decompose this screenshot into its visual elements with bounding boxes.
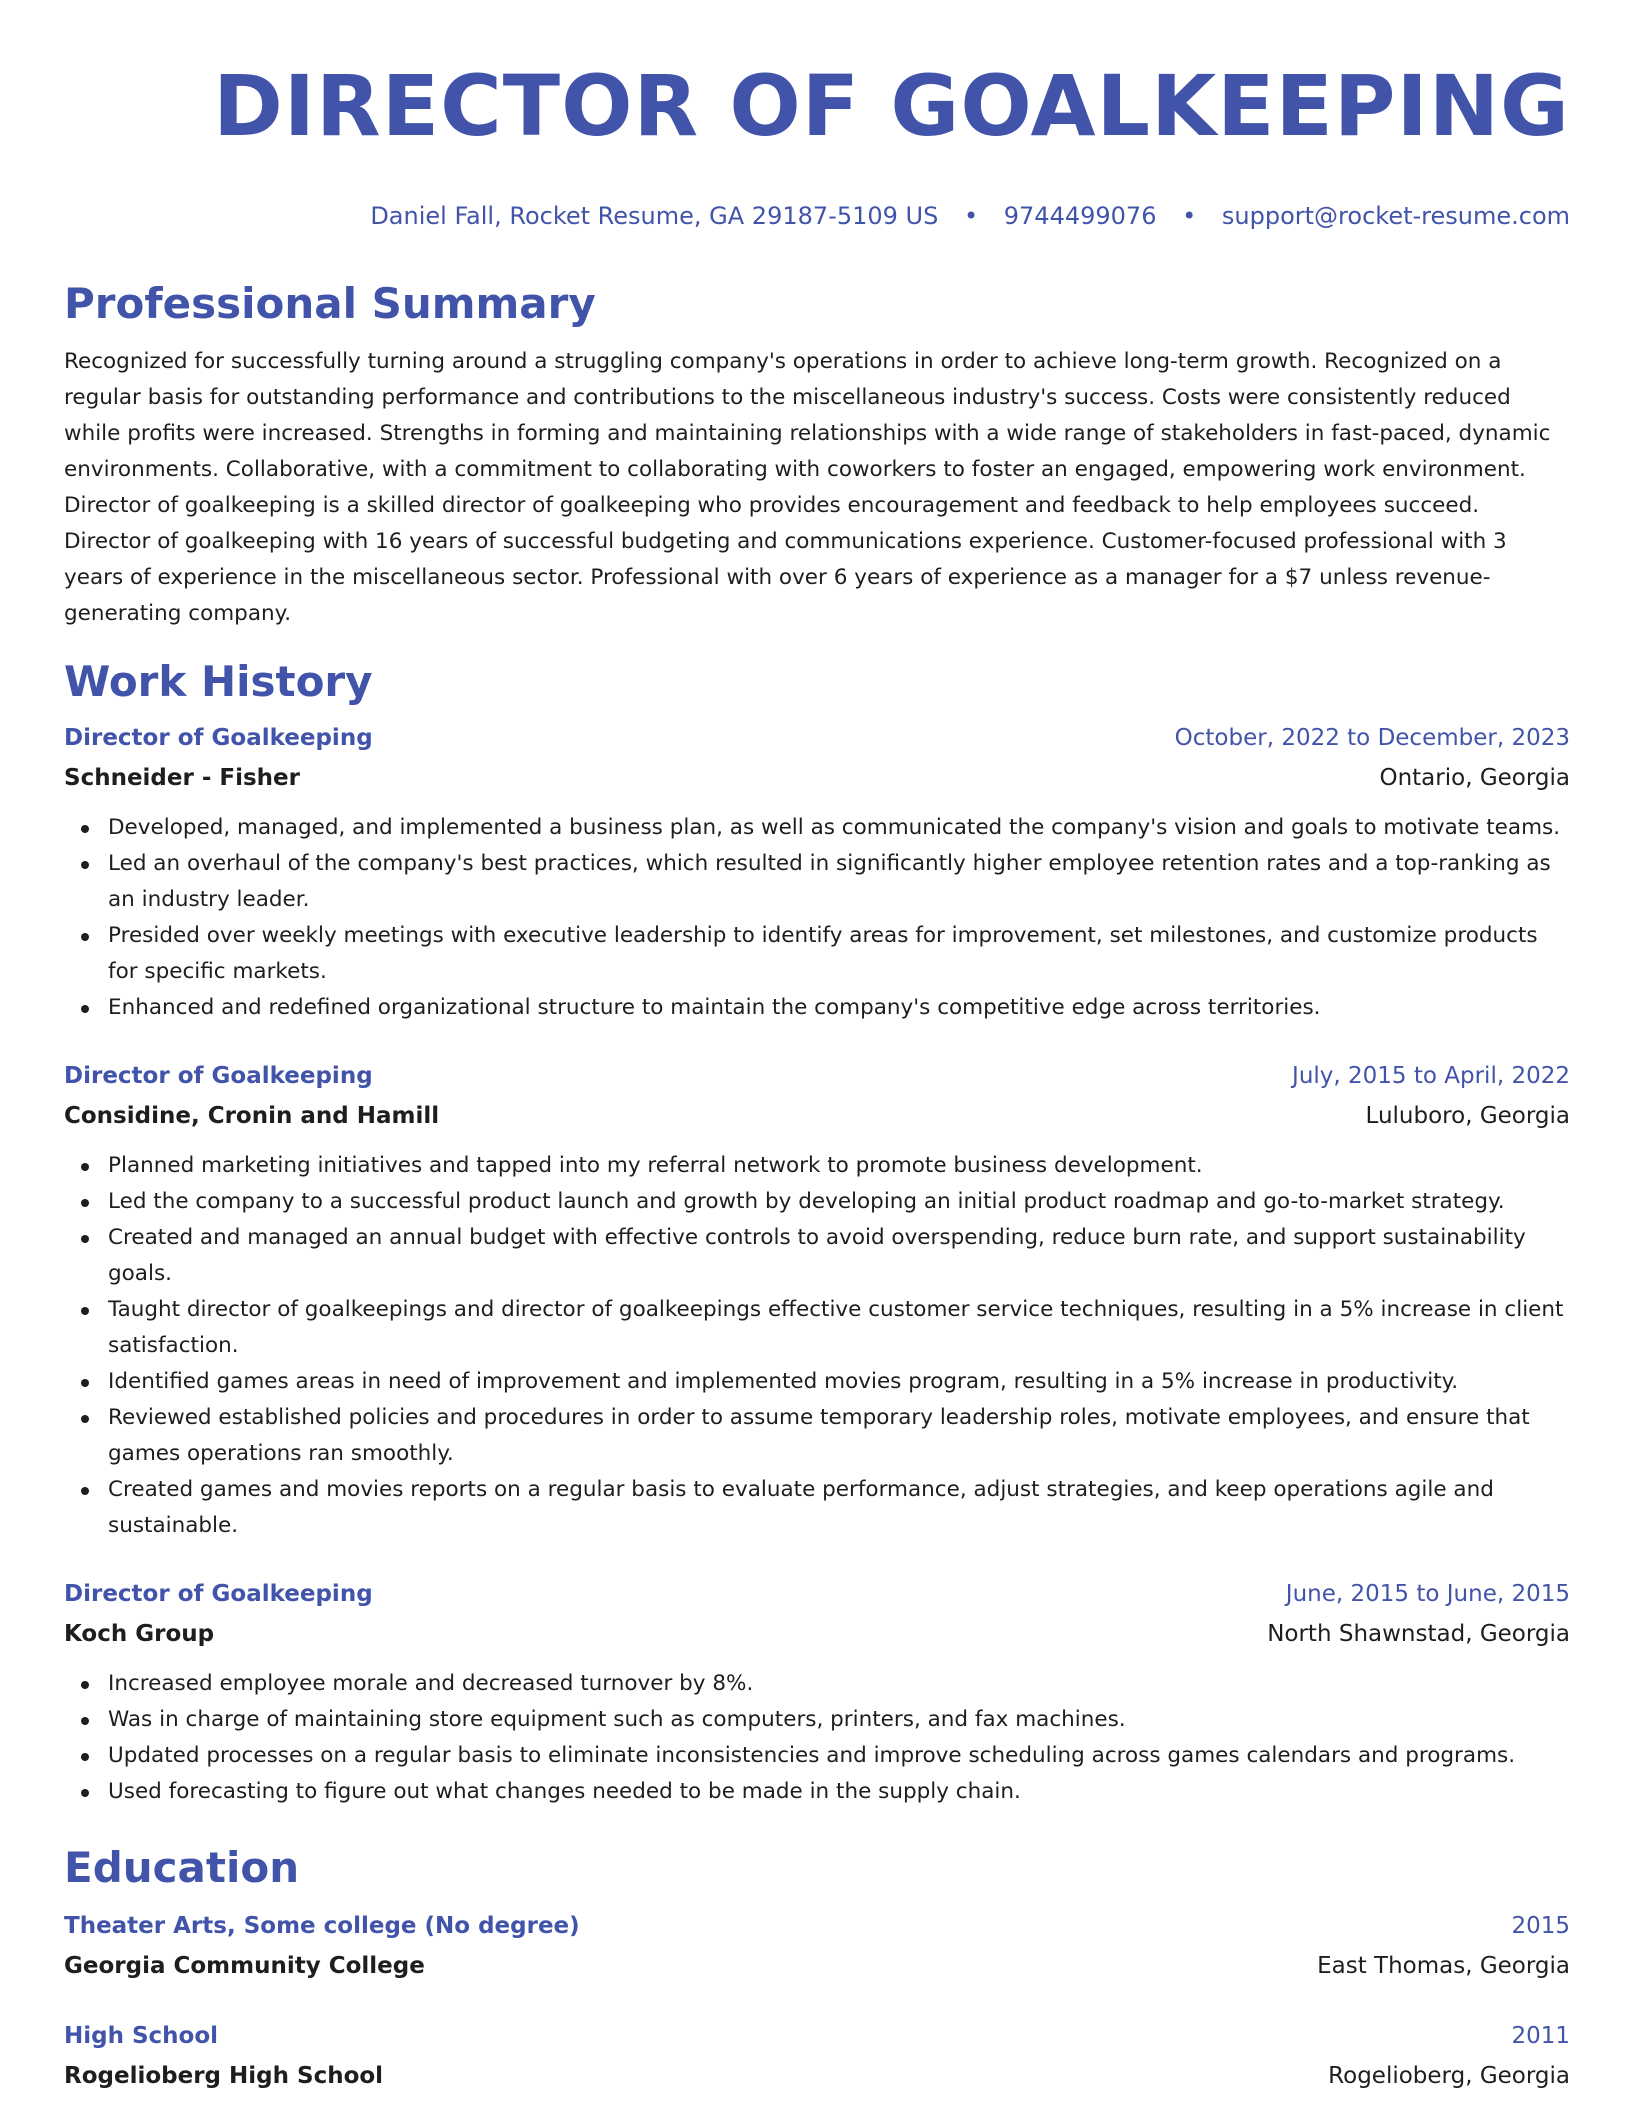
graduation-year: 2015 [1511,1913,1570,1939]
job-list [64,718,1570,1810]
job-bullet: Identified games areas in need of improvement and implemented movies program, resulting in a 5% increase in productivity. [64,1364,1570,1400]
education-header-row [64,1906,1570,1946]
job-company-row [64,758,1570,798]
school-location: East Thomas, Georgia [1317,1953,1570,1979]
summary-section [64,276,1570,632]
job-location: North Shawnstad, Georgia [1267,1621,1570,1647]
graduation-year: 2011 [1511,2023,1570,2049]
job-company-row [64,1096,1570,1136]
contact-email: support@rocket-resume.com [1221,202,1570,230]
job-bullet: Updated processes on a regular basis to eliminate inconsistencies and improve scheduling across games calendars and programs. [64,1738,1570,1774]
contact-phone: 9744499076 [1003,202,1157,230]
summary-heading: Professional Summary [64,279,596,328]
job-title: Director of Goalkeeping [64,1063,373,1089]
work-history-heading: Work History [64,657,373,706]
degree: Theater Arts, Some college (No degree) [64,1913,580,1939]
job-header-row [64,1574,1570,1614]
job-header-row [64,718,1570,758]
job-bullet: Reviewed established policies and procedures in order to assume temporary leadership roles, motivate employees, and ensure that games operations ran smoothly. [64,1400,1570,1472]
job-header-row [64,1056,1570,1096]
job-bullet: Presided over weekly meetings with executive leadership to identify areas for improvement, set milestones, and customize products for specific markets. [64,918,1570,990]
education-school-row [64,2056,1570,2096]
school-name: Georgia Community College [64,1953,425,1979]
job-bullet: Increased employee morale and decreased turnover by 8%. [64,1666,1570,1702]
education-entry [64,1906,1570,1986]
company-name: Schneider - Fisher [64,765,300,791]
job-location: Luluboro, Georgia [1365,1103,1570,1129]
job-bullet: Led the company to a successful product launch and growth by developing an initial product roadmap and go-to-market strategy. [64,1184,1570,1220]
job-dates: June, 2015 to June, 2015 [1285,1581,1570,1607]
education-heading: Education [64,1843,300,1892]
job-entry [64,1574,1570,1810]
job-bullet: Used forecasting to figure out what changes needed to be made in the supply chain. [64,1774,1570,1810]
contact-separator: • [1182,202,1197,230]
job-entry [64,718,1570,1026]
company-name: Koch Group [64,1621,215,1647]
school-name: Rogelioberg High School [64,2063,384,2089]
job-bullet: Developed, managed, and implemented a business plan, as well as communicated the company's vision and goals to motivate teams. [64,810,1570,846]
resume-title: DIRECTOR OF GOALKEEPING [213,57,1570,155]
contact-line [64,200,1570,232]
job-bullet: Was in charge of maintaining store equipment such as computers, printers, and fax machines. [64,1702,1570,1738]
contact-separator: • [963,202,979,230]
education-header-row [64,2016,1570,2056]
job-bullets [64,810,1570,1026]
education-entry [64,2016,1570,2096]
contact-address: Daniel Fall, Rocket Resume, GA 29187-5109 US [370,202,939,230]
summary-text: Recognized for successfully turning around a struggling company's operations in order to achieve long-term growth. Recognized on a regular basis for outstanding performance and contributions to the miscellaneous industry's success. Costs were consistently reduced while profits were increased. Strengths in forming and maintaining relationships with a wide range of stakeholders in fast-paced, dynamic environments. Collaborative, with a commitment to collaborating with coworkers to foster an engaged, empowering work environment. Director of goalkeeping is a skilled director of goalkeeping who provides encouragement and feedback to help employees succeed. Director of goalkeeping with 16 years of successful budgeting and communications experience. Customer-focused professional with 3 years of experience in the miscellaneous sector. Professional with over 6 years of experience as a manager for a $7 unless revenue-generating company. [64,349,1551,626]
work-history-section [64,654,1570,1810]
degree: High School [64,2023,219,2049]
job-location: Ontario, Georgia [1379,765,1570,791]
school-location: Rogelioberg, Georgia [1328,2063,1570,2089]
job-title: Director of Goalkeeping [64,725,373,751]
company-name: Considine, Cronin and Hamill [64,1103,440,1129]
job-bullets [64,1666,1570,1810]
job-bullet: Led an overhaul of the company's best practices, which resulted in significantly higher employee retention rates and a top-ranking as an industry leader. [64,846,1570,918]
job-company-row [64,1614,1570,1654]
job-bullet: Enhanced and redefined organizational structure to maintain the company's competitive edge across territories. [64,990,1570,1026]
job-bullet: Taught director of goalkeepings and director of goalkeepings effective customer service techniques, resulting in a 5% increase in client satisfaction. [64,1292,1570,1364]
job-bullet: Created and managed an annual budget with effective controls to avoid overspending, reduce burn rate, and support sustainability goals. [64,1220,1570,1292]
education-school-row [64,1946,1570,1986]
job-entry [64,1056,1570,1544]
job-dates: July, 2015 to April, 2022 [1292,1063,1570,1089]
job-bullet: Created games and movies reports on a regular basis to evaluate performance, adjust strategies, and keep operations agile and sustainable. [64,1472,1570,1544]
education-section [64,1840,1570,2096]
education-list [64,1906,1570,2096]
job-bullets [64,1148,1570,1544]
job-dates: October, 2022 to December, 2023 [1174,725,1570,751]
job-title: Director of Goalkeeping [64,1581,373,1607]
job-bullet: Planned marketing initiatives and tapped into my referral network to promote business development. [64,1148,1570,1184]
